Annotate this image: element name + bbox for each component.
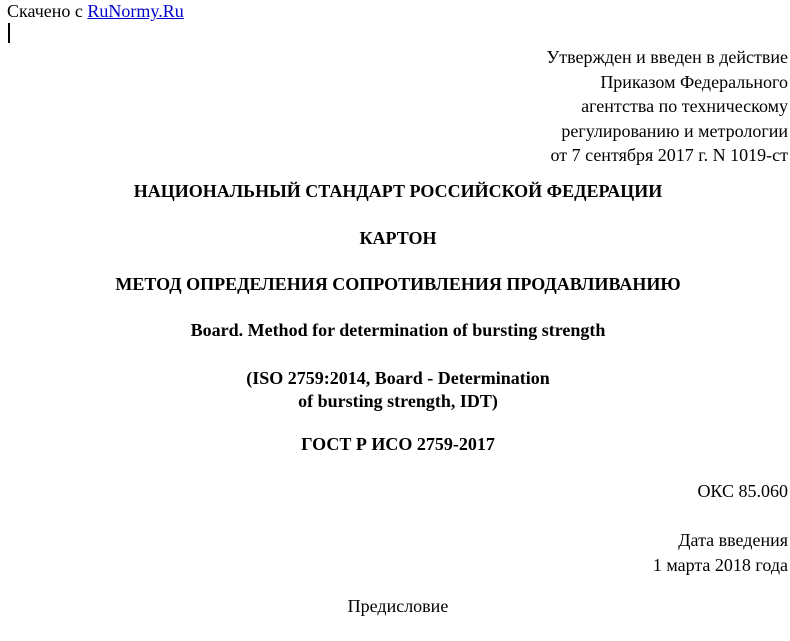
text-cursor — [8, 23, 10, 43]
runormy-link[interactable]: RuNormy.Ru — [87, 1, 184, 21]
method-title: МЕТОД ОПРЕДЕЛЕНИЯ СОПРОТИВЛЕНИЯ ПРОДАВЛИВАНИЮ — [115, 274, 681, 294]
introduction-date: 1 марта 2018 года — [652, 554, 788, 575]
introduction-label: Дата введения — [678, 530, 788, 550]
iso-reference-line: (ISO 2759:2014, Board - Determination — [246, 368, 550, 388]
iso-reference — [0, 367, 790, 413]
iso-reference-line: of bursting strength, IDT) — [298, 391, 498, 411]
download-source-line — [7, 1, 184, 22]
oks-code: ОКС 85.060 — [697, 481, 788, 501]
gost-number: ГОСТ Р ИСО 2759-2017 — [301, 434, 495, 454]
approval-line: агентства по техническому — [581, 96, 788, 116]
national-standard-title: НАЦИОНАЛЬНЫЙ СТАНДАРТ РОССИЙСКОЙ ФЕДЕРАЦИИ — [133, 181, 663, 201]
product-title: КАРТОН — [359, 228, 437, 248]
english-title: Board. Method for determination of bursting strength — [190, 320, 606, 340]
introduction-date-block — [653, 528, 788, 577]
download-prefix: Скачено с — [7, 1, 83, 21]
approval-block — [546, 45, 788, 168]
foreword-heading: Предисловие — [347, 596, 449, 616]
approval-line: Утвержден и введен в действие — [546, 47, 788, 67]
approval-line: регулированию и метрологии — [561, 120, 788, 141]
approval-line: от 7 сентября 2017 г. N 1019-ст — [550, 145, 788, 165]
approval-line: Приказом Федерального — [600, 71, 788, 92]
